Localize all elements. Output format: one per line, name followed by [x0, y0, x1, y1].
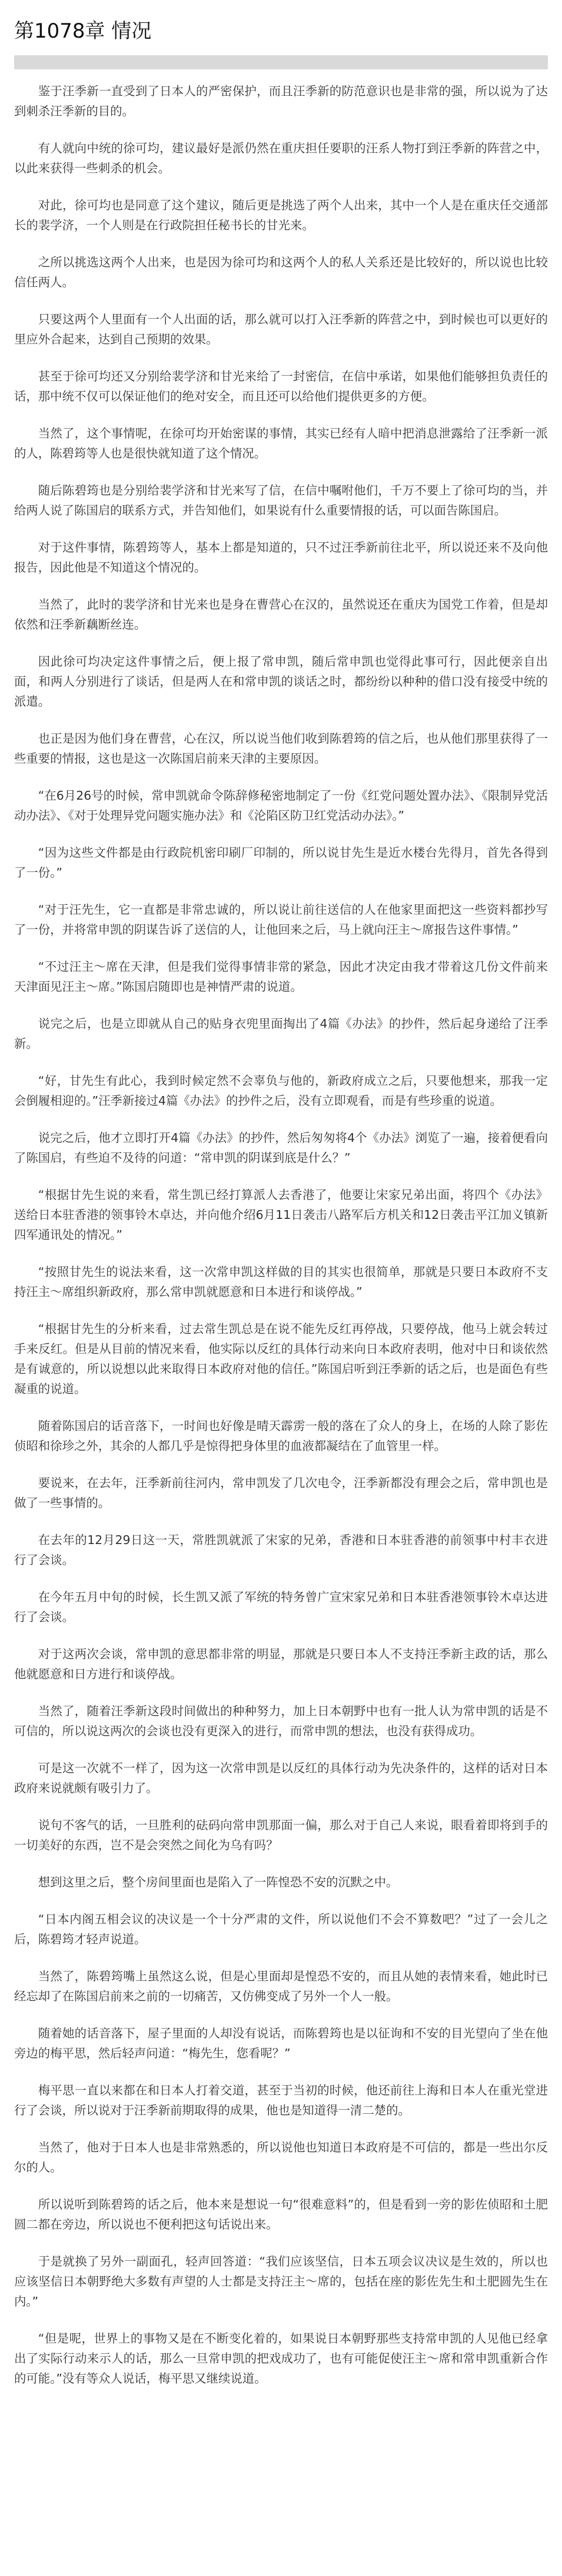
- paragraph: “对于汪先生，它一直都是非常忠诚的，所以说让前往送信的人在他家里面把这一些资料都抄写了一份，并将常申凯的阴谋告诉了送信的人，让他回来之后，马上就向汪主～席报告这件事情。”: [14, 903, 548, 937]
- paragraph: 说完之后，也是立即就从自己的贴身衣兜里面掏出了4篇《办法》的抄件，然后起身递给了汪季新。: [14, 1017, 548, 1051]
- paragraph: 因此徐可均决定这件事情之后，便上报了常申凯，随后常申凯也觉得此事可行，因此便亲自出面，和两人分别进行了谈话，但是两人在和常申凯的谈话之时，都纷纷以种种的借口没有接受中统的派遣。: [14, 654, 548, 709]
- paragraph: 当然了，这个事情呢，在徐可均开始密谋的事情，其实已经有人暗中把消息泄露给了汪季新一派的人，陈碧筠等人也是很快就知道了这个情况。: [14, 426, 548, 460]
- paragraph: 鉴于汪季新一直受到了日本人的严密保护，而且汪季新的防范意识也是非常的强，所以说为了达到刺杀汪季新的目的。: [14, 84, 548, 118]
- paragraph: 当然了，他对于日本人也是非常熟悉的，所以说他也知道日本政府是不可信的，都是一些出尔反尔的人。: [14, 2140, 548, 2174]
- paragraph: “因为这些文件都是由行政院机密印刷厂印制的，所以说甘先生是近水楼台先得月，首先各得到了一份。”: [14, 846, 548, 880]
- paragraph: 当然了，陈碧筠嘴上虽然这么说，但是心里面却是惶恐不安的，而且从她的表情来看，她此时已经忘却了在陈国启前来之前的一切痛苦，又仿佛变成了另外一个人一般。: [14, 1969, 548, 2003]
- paragraph: “好，甘先生有此心，我到时候定然不会辜负与他的，新政府成立之后，只要他想来，那我一定会倒履相迎的。”汪季新接过4篇《办法》的抄件之后，没有立即观看，而是有些珍重的说道。: [14, 1074, 548, 1108]
- paragraph: 说句不客气的话，一旦胜利的砝码向常申凯那面一偏，那么对于自己人来说，眼看着即将到手的一切美好的东西，岂不是会突然之间化为乌有吗？: [14, 1818, 548, 1852]
- paragraph: “但是呢，世界上的事物又是在不断变化着的，如果说日本朝野那些支持常申凯的人见他已经拿出了实际行动来示人的话，那么一旦常申凯的把戏成功了，也有可能促使汪主～席和常申凯重新合作的可能。”没有等众人说话，梅平思又继续说道。: [14, 2331, 548, 2385]
- paragraph: “日本内阁五相会议的决议是一个十分严肃的文件，所以说他们不会不算数吧？”过了一会儿之后，陈碧筠才轻声说道。: [14, 1912, 548, 1946]
- paragraph: 说完之后，他才立即打开4篇《办法》的抄件，然后匆匆将4个《办法》浏览了一遍，接着便看向了陈国启，有些迫不及待的问道：“常申凯的阴谋到底是什么？”: [14, 1131, 548, 1165]
- paragraph: 在去年的12月29日这一天，常胜凯就派了宋家的兄弟，香港和日本驻香港的前领事中村丰衣进行了会谈。: [14, 1533, 548, 1567]
- paragraph: 随着陈国启的话音落下，一时间也好像是晴天霹雳一般的落在了众人的身上，在场的人除了影佐侦昭和徐珍之外，其余的人都几乎是惊得把身体里的血液都凝结在了血管里一样。: [14, 1419, 548, 1453]
- paragraph: 可是这一次就不一样了，因为这一次常申凯是以反红的具体行动为先决条件的，这样的话对日本政府来说就颇有吸引力了。: [14, 1761, 548, 1795]
- paragraph: 有人就向中统的徐可均，建议最好是派仍然在重庆担任要职的汪系人物打到汪季新的阵营之中，以此来获得一些刺杀的机会。: [14, 141, 548, 175]
- chapter-title: 第1078章 情况: [14, 19, 152, 43]
- paragraph: 当然了，随着汪季新这段时间做出的种种努力，加上日本朝野中也有一批人认为常申凯的话是不可信的，所以说这两次的会谈也没有更深入的进行，而常申凯的想法，也没有获得成功。: [14, 1704, 548, 1738]
- paragraph: “根据甘先生说的来看，常生凯已经打算派人去香港了，他要让宋家兄弟出面，将四个《办法》送给日本驻香港的领事铃木卓达，并向他介绍6月11日袭击八路军后方机关和12日袭击平江加义镇新四军通讯处的情况。”: [14, 1188, 548, 1242]
- paragraph: 之所以挑选这两个人出来，也是因为徐可均和这两个人的私人关系还是比较好的，所以说也比较信任两人。: [14, 255, 548, 289]
- paragraph: 甚至于徐可均还又分别给裴学济和甘光来给了一封密信，在信中承诺，如果他们能够担负责任的话，那中统不仅可以保证他们的绝对安全，而且还可以给他们提供更多的方便。: [14, 369, 548, 403]
- paragraph: 于是就换了另外一副面孔，轻声回答道：“我们应该坚信，日本五项会议决议是生效的，所以也应该坚信日本朝野绝大多数有声望的人士都是支持汪主～席的，包括在座的影佐先生和土肥圆先生在内。”: [14, 2254, 548, 2308]
- paragraph: “不过汪主～席在天津，但是我们觉得事情非常的紧急，因此才决定由我才带着这几份文件前来天津面见汪主～席。”陈国启随即也是神情严肃的说道。: [14, 960, 548, 994]
- paragraph: 对于这件事情，陈碧筠等人，基本上都是知道的，只不过汪季新前往北平，所以说还来不及向他报告，因此他是不知道这个情况的。: [14, 540, 548, 574]
- paragraph: 对于这两次会谈，常申凯的意思都非常的明显，那就是只要日本人不支持汪季新主政的话，那么他就愿意和日方进行和谈停战。: [14, 1647, 548, 1681]
- paragraph: 对此，徐可均也是同意了这个建议，随后更是挑选了两个人出来，其中一个人是在重庆任交通部长的裴学济，一个人则是在行政院担任秘书长的甘光来。: [14, 198, 548, 232]
- chapter-content: [14, 81, 548, 2388]
- paragraph: 在今年五月中旬的时候，长生凯又派了军统的特务曾广宣宋家兄弟和日本驻香港领事铃木卓达进行了会谈。: [14, 1590, 548, 1624]
- paragraph: 也正是因为他们身在曹营，心在汉，所以说当他们收到陈碧筠的信之后，也从他们那里获得了一些重要的情报，这也是这一次陈国启前来天津的主要原因。: [14, 731, 548, 766]
- paragraph: 随后陈碧筠也是分别给裴学济和甘光来写了信，在信中嘱咐他们，千万不要上了徐可均的当，并给两人说了陈国启的联系方式，并告知他们，如果说有什么重要情报的话，可以面告陈国启。: [14, 483, 548, 517]
- paragraph: 要说来，在去年，汪季新前往河内，常申凯发了几次电令，汪季新都没有理会之后，常申凯也是做了一些事情的。: [14, 1476, 548, 1510]
- paragraph: 只要这两个人里面有一个人出面的话，那么就可以打入汪季新的阵营之中，到时候也可以更好的里应外合起来，达到自己预期的效果。: [14, 312, 548, 346]
- paragraph: “按照甘先生的说法来看，这一次常申凯这样做的目的其实也很简单，那就是只要日本政府不支持汪主～席组织新政府，那么常申凯就愿意和日本进行和谈停战。”: [14, 1265, 548, 1299]
- paragraph: “根据甘先生的分析来看，过去常生凯总是在说不能先反红再停战，只要停战，他马上就会转过手来反红。但是从目前的情况来看，他实际以反红的具体行动来向日本政府表明，他对中日和谈依然是有诚意的，所以说想以此来取得日本政府对他的信任。”陈国启听到汪季新的话之后，也是面色有些凝重的说道。: [14, 1322, 548, 1396]
- paragraph: “在6月26号的时候，常申凯就命令陈辞修秘密地制定了一份《红党问题处置办法》、《限制异党活动办法》、《对于处理异党问题实施办法》和《沦陷区防卫红党活动办法》。”: [14, 788, 548, 823]
- paragraph: 随着她的话音落下，屋子里面的人却没有说话，而陈碧筠也是以征询和不安的目光望向了坐在他旁边的梅平思，然后轻声问道：“梅先生，您看呢？”: [14, 2026, 548, 2060]
- paragraph: 所以说听到陈碧筠的话之后，他本来是想说一句“很难意料”的，但是看到一旁的影佐侦昭和土肥圆二都在旁边，所以说也不便利把这句话说出来。: [14, 2197, 548, 2231]
- paragraph: 当然了，此时的裴学济和甘光来也是身在曹营心在汉的，虽然说还在重庆为国党工作着，但是却依然和汪季新藕断丝连。: [14, 597, 548, 632]
- paragraph: 梅平思一直以来都在和日本人打着交道，甚至于当初的时候，他还前往上海和日本人在重光堂进行了会谈，所以说对于汪季新前期取得的成果，他也是知道得一清二楚的。: [14, 2083, 548, 2117]
- chapter-meta-bar: [14, 55, 548, 69]
- paragraph: 想到这里之后，整个房间里面也是陷入了一阵惶恐不安的沉默之中。: [38, 1875, 398, 1889]
